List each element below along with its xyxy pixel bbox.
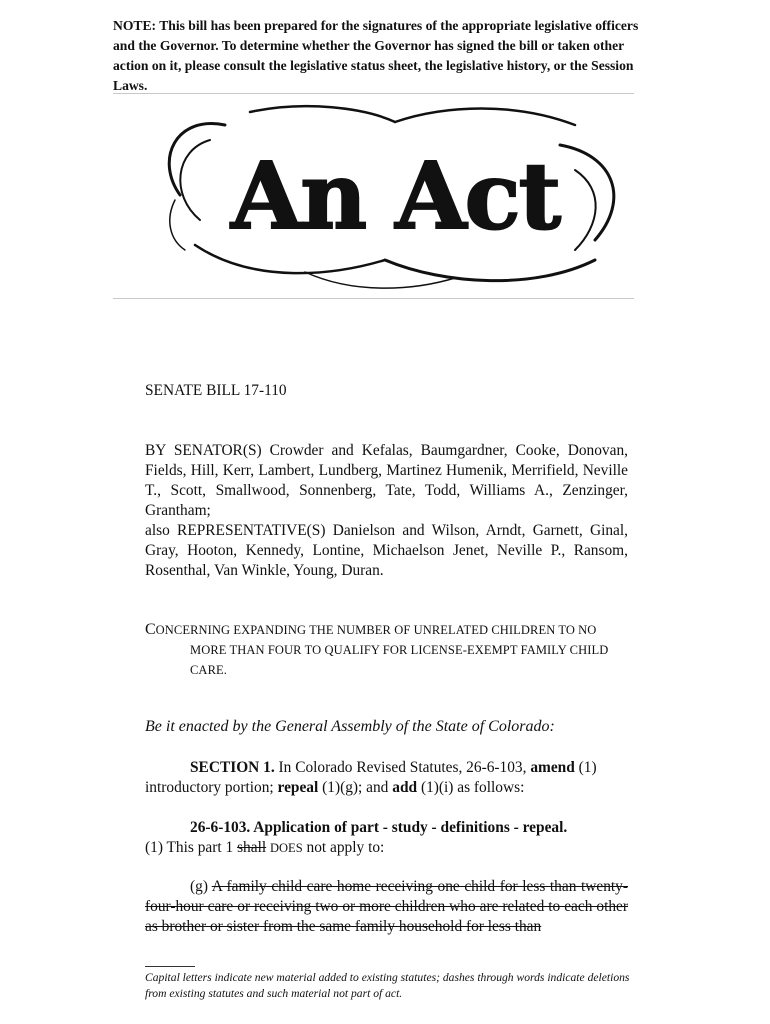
title-initial: C [145,621,156,638]
statute-title: 26-6-103. Application of part - study - definitions - repeal. [190,819,568,836]
footer-note: Capital letters indicate new material added to existing statutes; dashes through words indicate deletions from existing statutes and such material not part of act. [145,971,630,1000]
paragraph-g [145,877,628,937]
section-label: SECTION 1. [190,759,275,776]
title-line-1 [145,620,628,640]
amend-keyword: amend [530,759,575,776]
statute-lead: (1) This part 1 [145,839,234,856]
inserted-word: DOES [270,841,303,855]
banner-divider [113,298,634,299]
bill-number: SENATE BILL 17-110 [145,382,287,399]
footer-divider [145,966,195,967]
top-divider [113,93,634,94]
bill-note: NOTE: This bill has been prepared for the signatures of the appropriate legislative officers and the Governor. To determine whether the Governor has signed the bill or taken other action on it, please consult the legislative status sheet, the legislative history, or the Session Laws. [113,18,639,93]
section-text-a: In Colorado Revised Statutes, 26-6-103, [278,759,527,776]
title-line-2: MORE THAN FOUR TO QUALIFY FOR LICENSE-EXEMPT FAMILY CHILD [190,643,609,657]
section-1 [145,758,628,798]
enacting-clause: Be it enacted by the General Assembly of the State of Colorado: [145,718,555,735]
statute-tail: not apply to: [306,839,385,856]
section-text-b: (1) introductory portion; [145,759,597,796]
an-act-banner [155,100,635,295]
bill-title [145,620,628,680]
paragraph-g-label: (g) [190,878,208,895]
statute-heading [145,818,628,858]
struck-word: shall [237,839,267,856]
section-text-c: (1)(g); and [322,779,389,796]
an-act-text: An Act [230,142,560,250]
house-sponsors: also REPRESENTATIVE(S) Danielson and Wilson, Arndt, Garnett, Ginal, Gray, Hooton, Kennedy, Lontine, Michaelson Jenet, Neville P., Ransom, Rosenthal, Van Winkle, Young, Duran. [145,522,628,579]
section-text-d: (1)(i) as follows: [420,779,525,796]
repeal-keyword: repeal [277,779,319,796]
paragraph-g-struck-text: A family child care home receiving one child for less than twenty-four-hour care or receiving two or more children who are related to each other as brother or sister from the same family household for less than [145,878,628,935]
add-keyword: add [392,779,418,796]
senate-sponsors: BY SENATOR(S) Crowder and Kefalas, Baumgardner, Cooke, Donovan, Fields, Hill, Kerr, Lambert, Lundberg, Martinez Humenik, Merrifield, Neville T., Scott, Smallwood, Sonnenberg, Tate, Todd, Williams A., Zenzinger, Grantham; [145,442,628,519]
sponsors-block [145,441,628,581]
title-line-3: CARE. [190,663,227,677]
title-line-1-text: ONCERNING EXPANDING THE NUMBER OF UNRELATED CHILDREN TO NO [155,623,597,637]
